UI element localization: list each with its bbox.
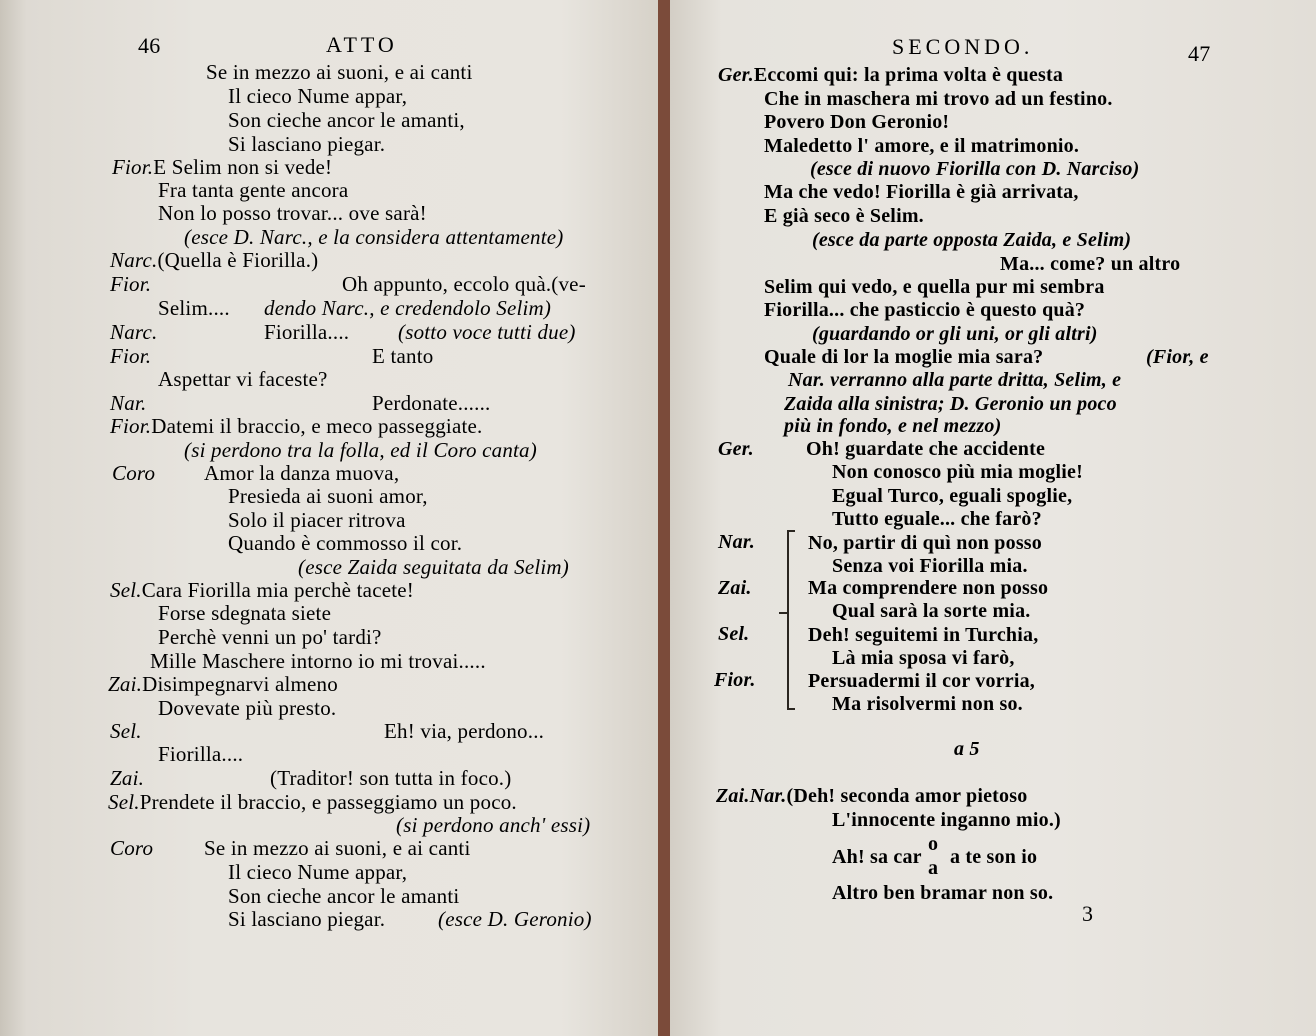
- verse-text: L'innocente inganno mio.): [832, 809, 1061, 831]
- left-text-line: [228, 884, 459, 908]
- left-text-line: [158, 367, 328, 391]
- verse-text: a 5: [954, 738, 980, 760]
- verse-text: Aspettar vi faceste?: [158, 367, 328, 391]
- right-text-line: [1000, 252, 1180, 276]
- verse-text: Disimpegnarvi almeno: [142, 672, 338, 696]
- left-text-line: [158, 601, 331, 625]
- left-running-head: ATTO: [326, 32, 398, 57]
- verse-text: (sotto voce tutti due): [398, 320, 576, 344]
- right-text-line: [950, 845, 1037, 869]
- right-text-line: [784, 392, 1117, 416]
- speaker-label: Ger.: [718, 438, 754, 460]
- verse-text: Oh! guardate che accidente: [806, 438, 1046, 460]
- verse-text: Son cieche ancor le amanti: [228, 884, 460, 908]
- verse-text: (guardando or gli uni, or gli altri): [812, 323, 1098, 345]
- speaker-label: Fior.: [110, 344, 152, 368]
- left-text-line: [264, 320, 349, 344]
- left-text-line: [228, 484, 428, 508]
- right-text-line: [718, 576, 752, 600]
- ensemble-brace-notch: [779, 612, 787, 614]
- right-text-line: [806, 437, 1045, 461]
- right-text-line: [832, 845, 922, 869]
- verse-text: Fra tanta gente ancora: [158, 178, 349, 202]
- right-text-line: [832, 554, 1028, 578]
- verse-text: Maledetto l' amore, e il matrimonio.: [764, 135, 1080, 157]
- speaker-label: Fior.: [110, 272, 152, 296]
- right-text-line: [718, 622, 749, 646]
- speaker-label: Zai.: [718, 577, 752, 599]
- verse-text: (esce Zaida seguitata da Selim): [298, 555, 569, 579]
- speaker-label: Ger.: [718, 64, 754, 86]
- speaker-label: Narc.: [110, 248, 158, 272]
- right-text-line: [764, 275, 1105, 299]
- speaker-label: Fior.: [112, 155, 154, 179]
- right-text-line: [832, 599, 1030, 623]
- left-text-line: [384, 719, 544, 743]
- verse-text: No, partir di quì non posso: [808, 532, 1042, 554]
- speaker-label: Coro: [110, 836, 154, 860]
- right-text-line: [764, 87, 1113, 111]
- left-text-line: [112, 155, 332, 179]
- verse-text: (esce D. Narc., e la considera attentamente): [184, 225, 564, 249]
- verse-text: E tanto: [372, 344, 434, 368]
- left-text-line: [158, 296, 230, 320]
- left-text-line: [228, 907, 385, 931]
- verse-text: Quando è commosso il cor.: [228, 531, 463, 555]
- right-text-line: [1146, 345, 1209, 369]
- left-text-line: [110, 766, 144, 790]
- verse-text: Son cieche ancor le amanti,: [228, 108, 465, 132]
- left-text-line: [112, 461, 155, 485]
- verse-text: Egual Turco, eguali spoglie,: [832, 485, 1073, 507]
- right-text-line: [832, 484, 1072, 508]
- verse-text: Ah! sa car: [832, 846, 922, 868]
- left-text-line: [264, 296, 551, 320]
- right-text-line: [832, 881, 1053, 905]
- verse-text: Selim qui vedo, e quella pur mi sembra: [764, 276, 1105, 298]
- left-text-line: [396, 813, 590, 837]
- left-text-line: [108, 790, 517, 814]
- verse-text: (esce D. Geronio): [438, 907, 592, 931]
- verse-text: Si lasciano piegar.: [228, 132, 386, 156]
- speaker-label: Zai.Nar.: [716, 785, 787, 807]
- left-text-line: [398, 320, 576, 344]
- speaker-label: Sel.: [108, 790, 140, 814]
- left-text-line: [204, 836, 470, 860]
- verse-text: Solo il piacer ritrova: [228, 508, 406, 532]
- left-text-line: [110, 248, 318, 272]
- verse-text: (si perdono anch' essi): [396, 813, 591, 837]
- verse-text: (esce di nuovo Fiorilla con D. Narciso): [810, 158, 1140, 180]
- right-text-line: [764, 204, 924, 228]
- right-text-line: [718, 437, 754, 461]
- verse-text: Non conosco più mia moglie!: [832, 461, 1083, 483]
- right-text-line: [812, 228, 1131, 252]
- verse-text: Il cieco Nume appar,: [228, 84, 408, 108]
- left-text-line: [270, 766, 511, 790]
- verse-text: Dovevate più presto.: [158, 696, 337, 720]
- right-text-line: [764, 134, 1079, 158]
- left-text-line: [110, 578, 414, 602]
- left-text-line: [158, 625, 382, 649]
- left-text-line: [158, 696, 336, 720]
- right-page-number: 47: [1188, 41, 1211, 66]
- left-text-line: [184, 438, 537, 462]
- verse-text: Datemi il braccio, e meco passeggiate.: [151, 414, 483, 438]
- verse-text: Selim....: [158, 296, 230, 320]
- right-text-line: [718, 63, 1063, 87]
- verse-text: Che in maschera mi trovo ad un festino.: [764, 88, 1113, 110]
- left-text-line: [228, 84, 407, 108]
- left-text-line: [158, 201, 427, 225]
- verse-text: Prendete il braccio, e passeggiamo un poco.: [139, 790, 517, 814]
- left-text-line: [204, 461, 399, 485]
- right-text-line: [764, 180, 1079, 204]
- speaker-label: Fior.: [714, 669, 756, 691]
- verse-text: Là mia sposa vi farò,: [832, 647, 1015, 669]
- verse-text: (si perdono tra la folla, ed il Coro canta): [184, 438, 537, 462]
- verse-text: Ma che vedo! Fiorilla è già arrivata,: [764, 181, 1079, 203]
- speaker-label: Sel.: [110, 578, 142, 602]
- left-text-line: [228, 108, 465, 132]
- verse-text: Forse sdegnata siete: [158, 601, 332, 625]
- verse-text: Presieda ai suoni amor,: [228, 484, 428, 508]
- verse-text: o: [928, 833, 939, 855]
- verse-text: Quale di lor la moglie mia sara?: [764, 346, 1044, 368]
- right-text-line: [954, 737, 980, 761]
- right-text-line: [784, 414, 1001, 438]
- speaker-label: Narc.: [110, 320, 158, 344]
- verse-text: Fiorilla....: [264, 320, 350, 344]
- right-text-line: [808, 669, 1035, 693]
- right-text-line: [714, 668, 756, 692]
- left-text-line: [228, 531, 462, 555]
- left-text-line: [298, 555, 569, 579]
- verse-text: Deh! seguitemi in Turchia,: [808, 624, 1039, 646]
- verse-text: Povero Don Geronio!: [764, 111, 950, 133]
- left-text-line: [110, 719, 142, 743]
- right-text-line: [764, 298, 1085, 322]
- verse-text: E già seco è Selim.: [764, 205, 924, 227]
- verse-text: a te son io: [950, 846, 1038, 868]
- verse-text: Zaida alla sinistra; D. Geronio un poco: [784, 393, 1117, 415]
- ensemble-brace: [787, 530, 799, 710]
- signature-mark: 3: [1082, 901, 1094, 926]
- verse-text: Perchè venni un po' tardi?: [158, 625, 382, 649]
- verse-text: Qual sarà la sorte mia.: [832, 600, 1031, 622]
- left-text-line: [110, 344, 151, 368]
- verse-text: Se in mezzo ai suoni, e ai canti: [206, 60, 473, 84]
- left-text-line: [372, 391, 490, 415]
- verse-text: Fiorilla....: [158, 742, 244, 766]
- left-text-line: [158, 742, 243, 766]
- right-text-line: [832, 460, 1083, 484]
- right-text-line: [788, 368, 1121, 392]
- left-text-line: [110, 320, 157, 344]
- speaker-label: Zai.: [108, 672, 143, 696]
- left-text-line: [158, 178, 348, 202]
- verse-text: Se in mezzo ai suoni, e ai canti: [204, 836, 471, 860]
- left-text-line: [110, 272, 151, 296]
- verse-text: (Deh! seconda amor pietoso: [786, 785, 1028, 807]
- verse-text: Ma... come? un altro: [1000, 253, 1181, 275]
- left-text-line: [206, 60, 472, 84]
- right-text-line: [716, 784, 1027, 808]
- verse-text: Eccomi qui: la prima volta è questa: [753, 64, 1064, 86]
- verse-text: E Selim non si vede!: [153, 155, 333, 179]
- verse-text: (Traditor! son tutta in foco.): [270, 766, 512, 790]
- verse-text: a: [928, 857, 939, 879]
- verse-text: Tutto eguale... che farò?: [832, 508, 1042, 530]
- right-text-line: [928, 832, 938, 856]
- verse-text: Nar. verranno alla parte dritta, Selim, e: [788, 369, 1122, 391]
- left-text-line: [228, 860, 407, 884]
- verse-text: (Quella è Fiorilla.): [157, 248, 319, 272]
- verse-text: Eh! via, perdono...: [384, 719, 545, 743]
- verse-text: Si lasciano piegar.: [228, 907, 386, 931]
- right-text-line: [928, 856, 938, 880]
- verse-text: (Fior, e: [1146, 346, 1209, 368]
- right-text-line: [832, 646, 1015, 670]
- left-page-number: 46: [138, 33, 161, 58]
- verse-text: Persuadermi il cor vorria,: [808, 670, 1035, 692]
- left-text-line: [110, 414, 482, 438]
- right-text-line: [832, 507, 1042, 531]
- right-text-line: [808, 531, 1042, 555]
- right-running-head: SECONDO.: [892, 34, 1034, 59]
- verse-text: Cara Fiorilla mia perchè tacete!: [141, 578, 414, 602]
- right-text-line: [808, 623, 1038, 647]
- left-text-line: [184, 225, 564, 249]
- verse-text: Il cieco Nume appar,: [228, 860, 408, 884]
- verse-text: più in fondo, e nel mezzo): [784, 415, 1002, 437]
- left-text-line: [110, 836, 153, 860]
- right-text-line: [832, 808, 1061, 832]
- verse-text: Fiorilla... che pasticcio è questo quà?: [764, 299, 1086, 321]
- left-text-line: [342, 272, 586, 296]
- left-text-line: [108, 672, 338, 696]
- verse-text: Perdonate......: [372, 391, 491, 415]
- right-text-line: [764, 345, 1043, 369]
- left-text-line: [438, 907, 592, 931]
- speaker-label: Coro: [112, 461, 156, 485]
- verse-text: Ma comprendere non posso: [808, 577, 1049, 599]
- left-text-line: [150, 649, 486, 673]
- speaker-label: Nar.: [718, 531, 755, 553]
- verse-text: Amor la danza muova,: [204, 461, 400, 485]
- right-text-line: [812, 322, 1098, 346]
- right-text-line: [808, 576, 1048, 600]
- right-text-line: [810, 157, 1139, 181]
- verse-text: Oh appunto, eccolo quà.(ve-: [342, 272, 586, 296]
- speaker-label: Sel.: [718, 623, 750, 645]
- right-text-line: [718, 530, 755, 554]
- left-text-line: [110, 391, 146, 415]
- left-text-line: [228, 132, 385, 156]
- verse-text: Mille Maschere intorno io mi trovai.....: [150, 649, 486, 673]
- speaker-label: Sel.: [110, 719, 142, 743]
- verse-text: Non lo posso trovar... ove sarà!: [158, 201, 427, 225]
- left-text-line: [372, 344, 433, 368]
- left-text-line: [228, 508, 406, 532]
- verse-text: dendo Narc., e credendolo Selim): [264, 296, 552, 320]
- speaker-label: Fior.: [110, 414, 152, 438]
- verse-text: Ma risolvermi non so.: [832, 693, 1023, 715]
- right-text-line: [764, 110, 949, 134]
- speaker-label: Nar.: [110, 391, 147, 415]
- verse-text: (esce da parte opposta Zaida, e Selim): [812, 229, 1132, 251]
- verse-text: Altro ben bramar non so.: [832, 882, 1054, 904]
- speaker-label: Zai.: [110, 766, 145, 790]
- right-text-line: [832, 692, 1023, 716]
- verse-text: Senza voi Fiorilla mia.: [832, 555, 1028, 577]
